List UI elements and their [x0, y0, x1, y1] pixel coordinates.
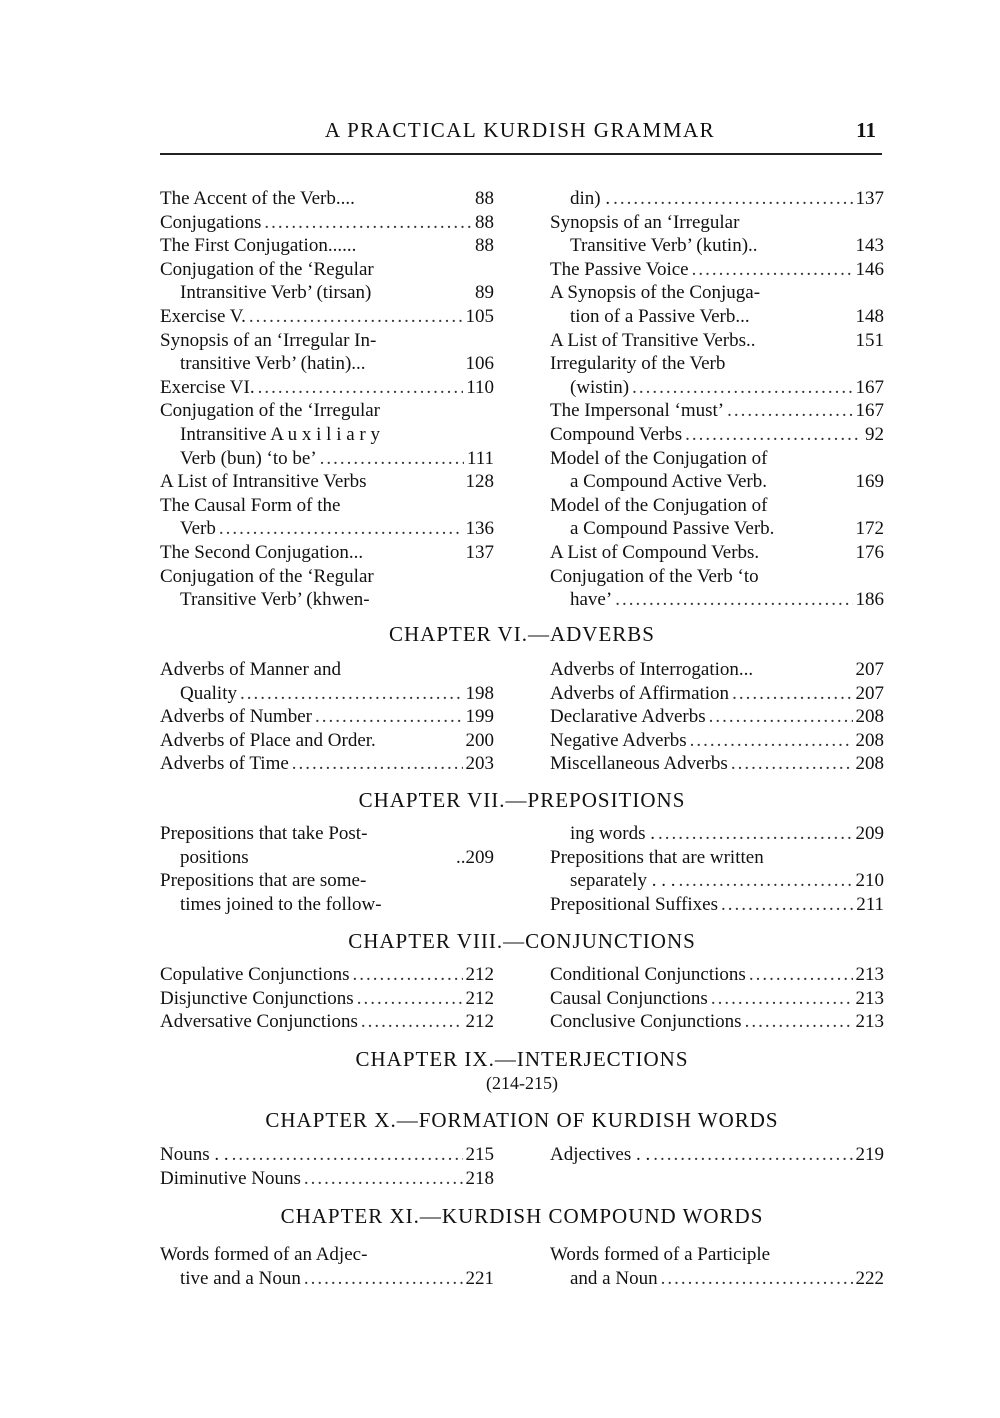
chapter-heading-vi: CHAPTER VI.—ADVERBS	[389, 622, 655, 646]
chapter-page-range: (214-215)	[486, 1073, 558, 1093]
entry-title: Negative Adverbs	[550, 729, 687, 751]
entry-title: Adverbs of Affirmation	[550, 682, 730, 704]
toc-entry-line	[550, 565, 884, 589]
toc-entry-line	[550, 470, 884, 494]
toc-entry	[550, 846, 884, 893]
entry-page-number: 186	[855, 589, 884, 611]
toc-entry-line	[160, 987, 494, 1011]
toc-column-left	[160, 1143, 494, 1190]
entry-page-number: 137	[465, 541, 494, 563]
toc-entry-line	[550, 987, 884, 1011]
entry-page-number: 88	[475, 235, 494, 257]
toc-entry	[160, 376, 494, 400]
entry-title: Verb	[180, 518, 216, 540]
entry-title: Disjunctive Conjunctions	[160, 987, 354, 1009]
toc-entry-line	[550, 846, 884, 870]
dot-leader	[732, 682, 852, 706]
entry-title: Model of the Conjugation of	[550, 447, 768, 469]
toc-entry-line	[550, 1267, 884, 1291]
entry-page-number: 199	[465, 706, 494, 728]
entry-page-number: 167	[855, 376, 884, 398]
dot-leader	[292, 752, 463, 776]
running-header	[160, 118, 880, 148]
entry-title: Intransitive Verb’ (tirsan)	[180, 282, 372, 304]
toc-entry-line	[550, 869, 884, 893]
entry-page-number: 222	[855, 1267, 884, 1289]
toc-entry-line	[550, 187, 884, 211]
toc-column-right	[550, 963, 884, 1034]
entry-page-number: 111	[466, 447, 494, 469]
entry-page-number: 151	[855, 329, 884, 351]
toc-entry	[550, 423, 884, 447]
toc-section-conjunctions	[160, 963, 884, 1034]
toc-entry-line	[550, 729, 884, 753]
entry-title: Copulative Conjunctions	[160, 964, 350, 985]
toc-entry	[160, 541, 494, 565]
entry-page-number: 219	[855, 1144, 884, 1165]
entry-title: Model of the Conjugation of	[550, 494, 768, 516]
entry-page-number: 136	[465, 518, 494, 540]
toc-entry	[550, 211, 884, 258]
toc-entry-line	[550, 541, 884, 565]
dot-leader	[749, 963, 853, 987]
entry-title: Diminutive Nouns	[160, 1167, 301, 1189]
chapter-heading-viii: CHAPTER VIII.—CONJUNCTIONS	[348, 929, 696, 953]
toc-entry-line	[160, 494, 494, 518]
toc-entry-line	[160, 329, 494, 353]
toc-entry-line	[160, 376, 494, 400]
entry-page-number: 89	[475, 282, 494, 304]
entry-title: Exercise V.	[160, 305, 246, 327]
dot-leader	[240, 682, 463, 706]
dot-leader	[357, 987, 463, 1011]
toc-entry-line	[160, 846, 494, 870]
entry-title: (wistin)	[570, 376, 630, 398]
toc-entry	[550, 682, 884, 706]
toc-entry	[160, 329, 494, 376]
entry-title: Conjugation of the ‘Regular	[160, 258, 374, 280]
toc-entry	[160, 705, 494, 729]
entry-page-number: 210	[855, 870, 884, 892]
entry-page-number: 167	[855, 400, 884, 422]
entry-title: Conjugation of the ‘Irregular	[160, 400, 381, 422]
dot-leader	[258, 376, 464, 400]
toc-entry	[550, 329, 884, 353]
entry-title: Adverbs of Place and Order.	[160, 729, 376, 751]
toc-entry-line	[160, 423, 494, 447]
toc-entry-line	[550, 893, 884, 917]
toc-entry	[550, 752, 884, 776]
toc-entry-line	[160, 352, 494, 376]
toc-entry-line	[550, 447, 884, 471]
entry-title: Adverbs of Manner and	[160, 659, 341, 680]
toc-entry-line	[550, 399, 884, 423]
toc-section-compound-words	[160, 1243, 884, 1290]
dot-leader	[709, 705, 853, 729]
entry-title: Transitive Verb’ (khwen-	[180, 589, 370, 611]
entry-title: separately . . .	[570, 870, 676, 892]
toc-entry-line	[160, 1267, 494, 1291]
toc-entry-line	[160, 305, 494, 329]
entry-title: a Compound Active Verb.	[570, 471, 768, 493]
entry-page-number: 198	[465, 682, 494, 704]
toc-entry	[160, 494, 494, 541]
toc-entry-line	[550, 1243, 884, 1267]
entry-title: positions	[180, 846, 249, 868]
chapter-heading-xi: CHAPTER XI.—KURDISH COMPOUND WORDS	[280, 1204, 764, 1228]
toc-section-adverbs	[160, 658, 884, 776]
entry-title: Adversative Conjunctions	[160, 1011, 358, 1033]
toc-entry	[550, 187, 884, 211]
dot-leader	[653, 1143, 852, 1167]
toc-entry-line	[160, 822, 494, 846]
entry-title: Conjugation of the Verb ‘to	[550, 565, 759, 587]
toc-entry-line	[550, 281, 884, 305]
toc-entry-line	[160, 658, 494, 682]
toc-section-prepositions	[160, 822, 884, 916]
entry-title: A List of Transitive Verbs..	[550, 329, 756, 351]
toc-entry	[550, 541, 884, 565]
page-number: 11	[856, 118, 876, 142]
entry-title: and a Noun	[570, 1267, 658, 1289]
entry-page-number: 221	[465, 1267, 494, 1289]
toc-column-left	[160, 187, 494, 612]
toc-entry	[550, 1243, 884, 1290]
entry-page-number: 88	[475, 211, 494, 233]
dot-leader	[361, 1010, 463, 1034]
toc-entry	[160, 1143, 494, 1167]
toc-entry-line	[550, 1143, 884, 1167]
toc-entry	[160, 305, 494, 329]
toc-entry-line	[550, 822, 884, 846]
toc-entry	[550, 494, 884, 541]
entry-title: Exercise VI.	[160, 376, 255, 398]
entry-page-number: 105	[465, 305, 494, 327]
toc-section-chapter-v-continued	[160, 187, 884, 612]
entry-title: tive and a Noun	[180, 1267, 301, 1289]
toc-entry	[160, 187, 494, 211]
entry-title: Conjugations	[160, 211, 262, 233]
toc-column-right	[550, 1243, 884, 1290]
toc-entry	[550, 893, 884, 917]
chapter-heading-ix: CHAPTER IX.—INTERJECTIONS	[355, 1047, 689, 1071]
toc-entry-line	[160, 1243, 494, 1267]
toc-entry	[160, 1167, 494, 1191]
dot-leader	[320, 447, 464, 471]
entry-title: a Compound Passive Verb.	[570, 518, 775, 540]
dot-leader	[615, 588, 852, 612]
toc-entry-line	[160, 682, 494, 706]
toc-entry	[160, 987, 494, 1011]
entry-title: Adverbs of Interrogation...	[550, 659, 754, 680]
entry-page-number: 200	[465, 729, 494, 751]
entry-page-number: 148	[855, 305, 884, 327]
toc-entry	[550, 1010, 884, 1034]
toc-entry-line	[160, 893, 494, 917]
entry-title: The Second Conjugation...	[160, 541, 364, 563]
toc-entry	[550, 352, 884, 399]
dot-leader	[692, 258, 853, 282]
entry-title: Prepositional Suffixes	[550, 893, 719, 915]
entry-page-number: 106	[465, 353, 494, 375]
toc-entry	[550, 705, 884, 729]
toc-column-left	[160, 1243, 494, 1290]
entry-page-number: 128	[465, 471, 494, 493]
entry-page-number: 209	[855, 823, 884, 844]
toc-entry	[160, 565, 494, 612]
entry-title: Prepositions that take Post-	[160, 823, 368, 844]
dot-leader	[745, 1010, 853, 1034]
entry-title: Verb (bun) ‘to be’	[180, 447, 317, 469]
entry-title: Synopsis of an ‘Irregular In-	[160, 329, 377, 351]
toc-entry	[160, 258, 494, 305]
entry-title: Adverbs of Time	[160, 753, 289, 775]
toc-entry-line	[550, 423, 884, 447]
dot-leader	[315, 705, 463, 729]
entry-page-number: 208	[855, 706, 884, 728]
entry-title: Words formed of a Participle	[550, 1244, 771, 1265]
entry-page-number: 143	[855, 235, 884, 257]
entry-title: Adjectives . .	[550, 1144, 651, 1165]
entry-page-number: ..209	[456, 846, 494, 868]
dot-leader	[264, 211, 472, 235]
entry-page-number: 208	[855, 729, 884, 751]
entry-page-number: 203	[465, 753, 494, 775]
toc-entry-line	[160, 187, 494, 211]
entry-title: ing words .	[570, 823, 655, 844]
toc-entry-line	[550, 305, 884, 329]
entry-title: Irregularity of the Verb	[550, 353, 726, 375]
toc-entry	[550, 281, 884, 328]
entry-title: tion of a Passive Verb...	[570, 305, 750, 327]
entry-page-number: 212	[465, 964, 494, 985]
toc-entry-line	[160, 211, 494, 235]
entry-title: A Synopsis of the Conjuga-	[550, 282, 761, 304]
toc-entry	[550, 565, 884, 612]
toc-column-left	[160, 822, 494, 916]
chapter-heading-vii: CHAPTER VII.—PREPOSITIONS	[358, 788, 686, 812]
entry-page-number: 213	[855, 964, 884, 985]
toc-entry	[550, 963, 884, 987]
toc-entry-line	[160, 1167, 494, 1191]
header-rule	[160, 153, 882, 155]
toc-entry-line	[160, 869, 494, 893]
toc-entry	[550, 1143, 884, 1167]
entry-page-number: 207	[855, 682, 884, 704]
dot-leader	[685, 423, 862, 447]
toc-column-right	[550, 1143, 884, 1190]
dot-leader	[232, 1143, 463, 1167]
entry-page-number: 176	[855, 541, 884, 563]
running-title: A PRACTICAL KURDISH GRAMMAR	[324, 118, 716, 142]
dot-leader	[731, 752, 853, 776]
entry-title: The Impersonal ‘must’	[550, 400, 725, 422]
entry-title: times joined to the follow-	[180, 893, 382, 915]
toc-entry-line	[160, 705, 494, 729]
entry-page-number: 208	[855, 753, 884, 775]
toc-entry-line	[550, 376, 884, 400]
toc-entry-line	[160, 470, 494, 494]
entry-page-number: 137	[855, 188, 884, 209]
entry-page-number: 88	[475, 188, 494, 209]
toc-entry	[160, 1243, 494, 1290]
toc-entry-line	[160, 281, 494, 305]
toc-entry-line	[550, 588, 884, 612]
entry-title: The Accent of the Verb....	[160, 188, 355, 209]
toc-entry-line	[160, 729, 494, 753]
entry-page-number: 110	[466, 376, 494, 398]
toc-entry	[160, 211, 494, 235]
dot-leader	[304, 1267, 463, 1291]
toc-entry-line	[550, 682, 884, 706]
toc-entry-line	[550, 234, 884, 258]
chapter-heading-x: CHAPTER X.—FORMATION OF KURDISH WORDS	[265, 1108, 779, 1132]
toc-entry-line	[160, 1010, 494, 1034]
entry-title: Declarative Adverbs	[550, 706, 706, 728]
toc-entry-line	[160, 565, 494, 589]
toc-entry	[160, 658, 494, 705]
dot-leader	[249, 305, 463, 329]
dot-leader	[658, 822, 853, 846]
entry-page-number: 212	[465, 987, 494, 1009]
toc-entry-line	[550, 258, 884, 282]
toc-entry	[160, 869, 494, 916]
toc-entry-line	[550, 494, 884, 518]
toc-entry-line	[160, 258, 494, 282]
toc-entry	[160, 963, 494, 987]
dot-leader	[661, 1267, 853, 1291]
entry-page-number: 211	[856, 893, 884, 915]
entry-page-number: 213	[855, 1011, 884, 1033]
toc-entry	[550, 729, 884, 753]
toc-entry-line	[160, 1143, 494, 1167]
toc-entry-line	[550, 211, 884, 235]
toc-entry-line	[550, 329, 884, 353]
entry-title: The Causal Form of the	[160, 494, 341, 516]
dot-leader	[304, 1167, 463, 1191]
toc-entry	[550, 987, 884, 1011]
toc-entry	[160, 822, 494, 869]
entry-title: transitive Verb’ (hatin)...	[180, 353, 366, 375]
entry-title: The First Conjugation......	[160, 235, 357, 257]
toc-entry	[160, 234, 494, 258]
toc-entry-line	[160, 399, 494, 423]
entry-page-number: 215	[465, 1144, 494, 1165]
entry-title: A List of Intransitive Verbs	[160, 471, 367, 493]
toc-entry	[160, 752, 494, 776]
entry-title: Prepositions that are some-	[160, 870, 367, 892]
entry-page-number: 146	[855, 258, 884, 280]
dot-leader	[727, 399, 852, 423]
toc-column-left	[160, 658, 494, 776]
toc-section-formation	[160, 1143, 884, 1190]
entry-title: Conjugation of the ‘Regular	[160, 565, 374, 587]
entry-page-number: 169	[855, 471, 884, 493]
toc-entry-line	[160, 234, 494, 258]
toc-entry	[160, 729, 494, 753]
toc-entry-line	[550, 705, 884, 729]
entry-title: Intransitive A u x i l i a r y	[180, 423, 381, 445]
entry-title: Transitive Verb’ (kutin)..	[570, 235, 758, 257]
toc-entry	[160, 399, 494, 470]
toc-entry-line	[550, 1010, 884, 1034]
entry-title: din) .	[570, 188, 611, 209]
entry-title: Synopsis of an ‘Irregular	[550, 211, 740, 233]
entry-page-number: 207	[855, 659, 884, 680]
dot-leader	[632, 376, 852, 400]
dot-leader	[721, 893, 853, 917]
entry-title: A List of Compound Verbs.	[550, 541, 760, 563]
toc-entry-line	[160, 517, 494, 541]
toc-entry	[550, 399, 884, 423]
toc-entry	[550, 658, 884, 682]
toc-entry-line	[550, 658, 884, 682]
toc-entry-line	[160, 752, 494, 776]
entry-title: Miscellaneous Adverbs	[550, 753, 728, 775]
entry-page-number: 172	[855, 518, 884, 540]
dot-leader	[679, 869, 853, 893]
entry-title: have’	[570, 589, 613, 611]
toc-entry-line	[160, 963, 494, 987]
entry-title: Quality	[180, 682, 237, 704]
entry-page-number: 218	[465, 1167, 494, 1189]
entry-title: Conditional Conjunctions	[550, 964, 746, 985]
entry-page-number: 213	[855, 987, 884, 1009]
toc-column-right	[550, 658, 884, 776]
toc-entry-line	[550, 963, 884, 987]
entry-page-number: 212	[465, 1011, 494, 1033]
toc-entry-line	[550, 752, 884, 776]
toc-column-left	[160, 963, 494, 1034]
dot-leader	[711, 987, 853, 1011]
toc-entry-line	[160, 541, 494, 565]
toc-entry	[160, 470, 494, 494]
entry-title: Words formed of an Adjec-	[160, 1244, 368, 1265]
entry-title: The Passive Voice	[550, 258, 689, 280]
toc-entry	[550, 447, 884, 494]
toc-entry	[160, 1010, 494, 1034]
entry-title: Nouns . .	[160, 1144, 229, 1165]
toc-entry-line	[550, 352, 884, 376]
entry-title: Causal Conjunctions	[550, 987, 708, 1009]
entry-page-number: 92	[865, 423, 884, 445]
dot-leader	[613, 187, 852, 211]
toc-entry-line	[160, 447, 494, 471]
toc-column-right	[550, 822, 884, 916]
toc-entry-line	[550, 517, 884, 541]
entry-title: Prepositions that are written	[550, 846, 764, 868]
dot-leader	[352, 963, 462, 987]
toc-entry	[550, 258, 884, 282]
entry-title: Adverbs of Number	[160, 706, 312, 728]
dot-leader	[219, 517, 463, 541]
toc-entry	[550, 822, 884, 846]
toc-entry-line	[160, 588, 494, 612]
entry-title: Compound Verbs	[550, 423, 683, 445]
dot-leader	[690, 729, 853, 753]
entry-title: Conclusive Conjunctions	[550, 1011, 742, 1033]
toc-column-right	[550, 187, 884, 612]
